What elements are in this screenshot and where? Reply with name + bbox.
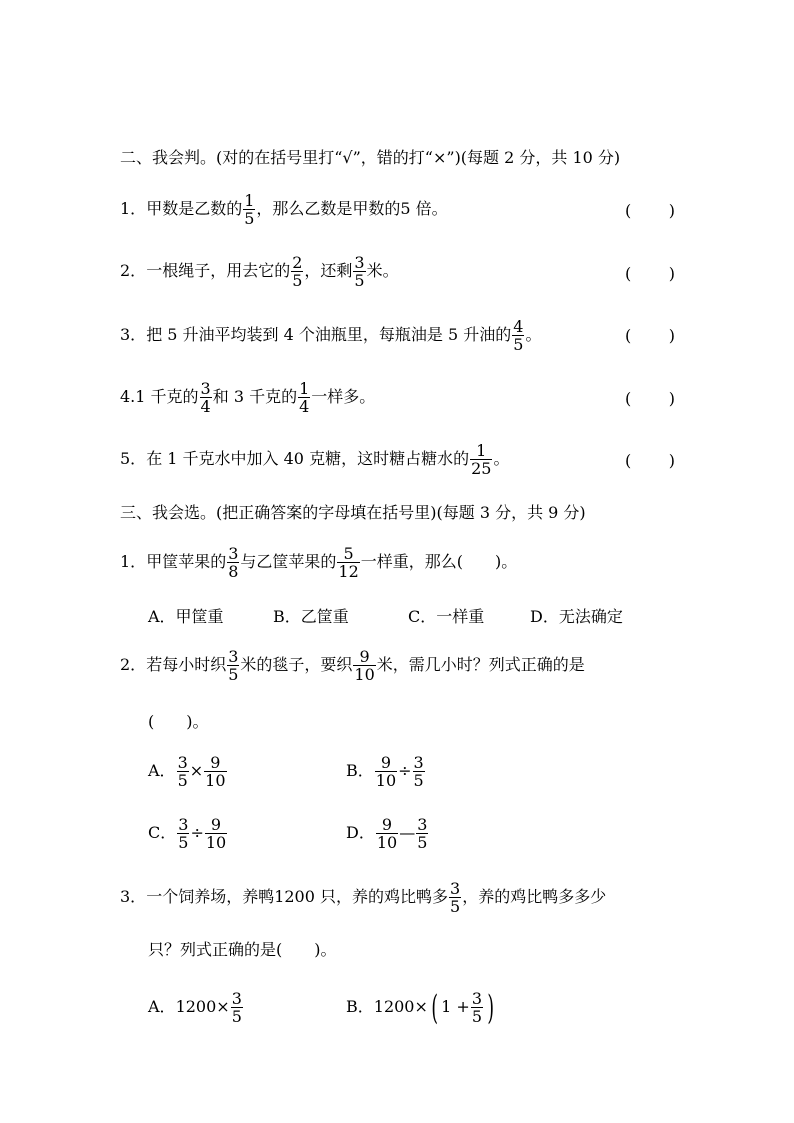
item-text: 一个饲养场，养鸭1200 只，养的鸡比鸭多 [146,887,448,906]
judge-item-5 [120,442,509,477]
fraction [470,442,492,477]
judge-item-2 [120,254,399,289]
operator: — [399,823,416,842]
item-text: 1 千克的 [135,387,199,406]
choice-question-2 [120,648,585,683]
fraction [353,648,375,683]
fraction [243,192,255,227]
denominator: 10 [205,771,226,790]
item-text: ，那么乙数是甲数的5 倍。 [256,199,448,218]
item-text: 米。 [366,261,399,280]
choice-question-3 [120,880,606,915]
expression: 1 + [441,997,470,1016]
item-text: ，还剩 [304,261,353,280]
fraction [227,648,239,683]
paren-open: ( [625,201,632,220]
option-a[interactable]: A．甲筐重 [148,607,224,626]
expression: 1200× [373,997,428,1016]
fraction [512,318,524,353]
fraction [413,754,425,789]
numerator: 4 [513,317,524,336]
numerator: 1 [470,442,492,460]
answer-paren-4[interactable] [625,389,675,409]
item-text: 。 [525,325,542,344]
denominator: 10 [375,771,397,790]
denominator: 5 [513,335,524,354]
q3-continuation: 只？列式正确的是( )。 [148,940,337,959]
item-text: 一样重，那么( )。 [360,552,518,571]
paren-close: ) [668,326,675,345]
numerator: 1 [299,379,310,398]
item-number: 1． [120,199,147,218]
fraction [376,816,398,851]
denominator: 25 [471,459,492,478]
option-label: B． [346,761,374,780]
fraction [375,754,397,789]
item-text: 米的毯子，要织 [240,655,353,674]
item-number: 3． [120,887,147,906]
paren-close: ) [668,451,675,470]
item-number: 3． [120,325,147,344]
item-number: 2． [120,655,147,674]
operator: ÷ [398,761,412,780]
numerator: 1 [244,191,255,210]
denominator: 5 [450,897,461,916]
denominator: 10 [354,665,375,684]
numerator: 3 [177,753,188,772]
item-number: 4. [120,387,136,406]
denominator: 5 [231,1007,242,1026]
numerator: 5 [337,545,359,563]
answer-paren-3[interactable] [625,326,675,346]
paren-close: ) [668,389,675,408]
option-c[interactable]: C．一样重 [408,607,485,626]
option-b[interactable]: B．乙筐重 [273,607,349,626]
numerator: 9 [375,754,397,772]
answer-paren-5[interactable] [625,451,675,471]
item-text: 甲数是乙数的 [146,199,243,218]
expression: 1200× [175,997,230,1016]
numerator: 3 [200,379,211,398]
item-text: 。 [493,449,510,468]
fraction [205,816,227,851]
numerator: 3 [228,544,239,563]
item-text: 一根绳子，用去它的 [146,261,291,280]
operator: × [189,761,204,780]
denominator: 4 [299,397,310,416]
denominator: 10 [205,833,227,852]
paren-close: ) [668,201,675,220]
paren-open: ( [625,264,632,283]
denominator: 5 [471,1007,483,1026]
fraction [353,254,365,289]
numerator: 9 [353,648,375,666]
numerator: 3 [413,753,424,772]
q3-option-a[interactable] [148,990,244,1025]
item-text: 和 3 千克的 [212,387,298,406]
option-label: A． [148,997,176,1016]
fraction [298,380,310,415]
item-text: 与乙筐苹果的 [240,552,337,571]
denominator: 10 [376,833,398,852]
numerator: 9 [204,754,226,772]
item-text: ，养的鸡比鸭多多少 [462,887,607,906]
left-paren: ( [431,987,438,1028]
denominator: 5 [417,833,428,852]
q2-option-b[interactable] [346,754,426,789]
q2-option-c[interactable] [148,816,228,851]
option-label: B． [346,997,374,1016]
section-3-title: 三、我会选。(把正确答案的字母填在括号里)(每题 3 分，共 9 分) [120,503,586,522]
option-label: A． [148,761,176,780]
right-paren: ) [487,987,494,1028]
denominator: 5 [354,271,365,290]
denominator: 4 [200,397,211,416]
judge-item-1 [120,192,448,227]
paren-close: ) [668,264,675,283]
denominator: 5 [244,209,255,228]
judge-item-4 [120,380,375,415]
denominator: 5 [292,271,303,290]
paren-open: ( [625,326,632,345]
numerator: 9 [205,816,227,834]
denominator: 12 [338,562,359,581]
denominator: 8 [228,562,239,581]
paren-open: ( [625,451,632,470]
item-number: 1． [120,552,147,571]
choice-question-1 [120,545,517,580]
q2-answer-paren[interactable]: ( )。 [148,712,209,731]
numerator: 3 [417,815,428,834]
item-text: 一样多。 [311,387,376,406]
item-text: 把 5 升油平均装到 4 个油瓶里，每瓶油是 5 升油的 [146,325,512,344]
fraction [291,254,303,289]
denominator: 5 [228,665,239,684]
numerator: 3 [231,989,242,1008]
section-2-title: 二、我会判。(对的在括号里打“√”，错的打“×”)(每题 2 分，共 10 分) [120,148,621,167]
numerator: 2 [292,253,303,272]
item-number: 5． [120,449,147,468]
q2-option-d[interactable] [346,816,429,851]
item-text: 甲筐苹果的 [146,552,227,571]
fraction [200,380,212,415]
judge-item-3 [120,318,541,353]
option-d[interactable]: D．无法确定 [530,607,623,626]
numerator: 3 [354,253,365,272]
denominator: 5 [413,771,424,790]
fraction [177,754,189,789]
fraction [449,880,461,915]
paren-open: ( [625,389,632,408]
fraction [227,545,239,580]
operator: ÷ [190,823,204,842]
numerator: 3 [450,879,461,898]
denominator: 5 [178,833,189,852]
q1-options [148,607,623,627]
option-label: C． [148,823,177,842]
fraction [337,545,359,580]
numerator: 3 [228,647,239,666]
fraction [231,990,243,1025]
item-text: 米，需几小时？列式正确的是 [376,655,585,674]
fraction [416,816,428,851]
numerator: 9 [376,816,398,834]
denominator: 5 [177,771,188,790]
fraction [204,754,226,789]
option-label: D． [346,823,375,842]
fraction [471,990,483,1025]
q3-option-b[interactable] [346,987,497,1028]
numerator: 3 [471,989,483,1008]
numerator: 3 [178,815,189,834]
item-number: 2． [120,261,147,280]
fraction [177,816,189,851]
answer-paren-1[interactable] [625,201,675,221]
answer-paren-2[interactable] [625,264,675,284]
item-text: 若每小时织 [146,655,227,674]
q2-option-a[interactable] [148,754,228,789]
item-text: 在 1 千克水中加入 40 克糖，这时糖占糖水的 [146,449,470,468]
